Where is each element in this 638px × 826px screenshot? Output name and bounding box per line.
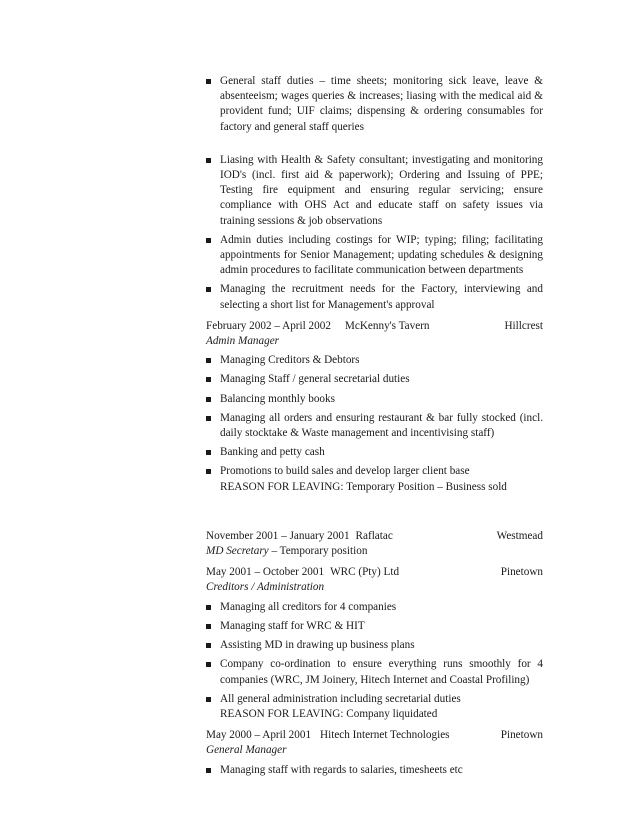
bullet-icon: [206, 605, 211, 610]
cv-content: [206, 74, 543, 778]
list-item: [206, 464, 543, 479]
bullet-icon: [206, 377, 211, 382]
item-text: Managing staff with regards to salaries, timesheets etc: [220, 763, 463, 776]
bullet-icon: [206, 416, 211, 421]
list-item: [206, 233, 543, 279]
item-text: Managing all orders and ensuring restaurant & bar fully stocked (incl. daily stocktake & Waste management and incentivising staff): [220, 411, 543, 440]
reason-for-leaving: REASON FOR LEAVING: Temporary Position – Business sold: [220, 480, 507, 493]
job-header: [206, 319, 543, 334]
job-dates: May 2001 – October 2001: [206, 566, 325, 579]
bullet-icon: [206, 397, 211, 402]
item-text: Managing Staff / general secretarial duties: [220, 373, 410, 386]
job-duties-list: [206, 763, 543, 778]
job-dates: May 2000 – April 2001: [206, 729, 312, 742]
job-dates: February 2002 – April 2002: [206, 319, 331, 332]
reason-for-leaving: REASON FOR LEAVING: Company liquidated: [220, 707, 438, 720]
list-item: [206, 600, 543, 615]
item-text: Managing all creditors for 4 companies: [220, 600, 397, 613]
bullet-icon: [206, 79, 211, 84]
list-item: [206, 282, 543, 312]
job-location: Hillcrest: [504, 319, 543, 332]
list-item: [206, 353, 543, 368]
job-role: [206, 334, 543, 349]
job-org: Hitech Internet Technologies: [320, 729, 450, 742]
job-role: [206, 544, 543, 559]
item-text: Promotions to build sales and develop larger client base: [220, 465, 470, 478]
job-role-title: MD Secretary: [206, 545, 269, 558]
duties-list: [206, 74, 543, 313]
item-text: All general administration including secretarial duties: [220, 692, 461, 705]
job-location: Pinetown: [500, 729, 543, 742]
item-text: Balancing monthly books: [220, 392, 335, 405]
job-role: [206, 580, 543, 595]
job-entry: [206, 728, 543, 778]
job-role-title: Admin Manager: [206, 335, 280, 348]
item-text: Admin duties including costings for WIP; typing; filing; facilitating appointments for Senior Management; updating schedules & designing admin procedures to facilitate communication between departments: [220, 233, 543, 277]
list-item: [206, 411, 543, 441]
list-item: [206, 445, 543, 460]
job-org: WRC (Pty) Ltd: [330, 566, 400, 579]
job-header: [206, 529, 543, 544]
job-duties-list: [206, 600, 543, 707]
item-text: Managing Creditors & Debtors: [220, 354, 360, 367]
bullet-icon: [206, 469, 211, 474]
bullet-icon: [206, 697, 211, 702]
job-role: [206, 743, 543, 758]
job-location: Westmead: [496, 529, 543, 542]
item-text: Liasing with Health & Safety consultant; investigating and monitoring IOD's (incl. first aid & paperwork); Ordering and Issuing of PPE; Testing fire equipment and ensuring regular servicing; ensure compliance with OHS Act and educate staff on safety issues via training sessions & job observations: [220, 153, 543, 227]
job-heading-left: [206, 319, 430, 334]
job-org: McKenny's Tavern: [344, 319, 430, 332]
item-text: Assisting MD in drawing up business plans: [220, 639, 415, 652]
job-heading-left: [206, 529, 393, 544]
bullet-icon: [206, 287, 211, 292]
job-entry: [206, 529, 543, 559]
list-item: [206, 638, 543, 653]
job-header: [206, 565, 543, 580]
job-org: Raflatac: [355, 529, 393, 542]
job-location: Pinetown: [500, 566, 543, 579]
job-role-extra: – Temporary position: [268, 545, 368, 558]
list-item: [206, 372, 543, 387]
bullet-icon: [206, 662, 211, 667]
list-item: [206, 74, 543, 135]
job-heading-left: [206, 728, 450, 743]
item-text: Company co-ordination to ensure everything runs smoothly for 4 companies (WRC, JM Joinery, Hitech Internet and Coastal Profiling): [220, 658, 543, 686]
list-item: [206, 392, 543, 407]
job-role-title: Creditors / Administration: [206, 581, 325, 594]
item-text: Banking and petty cash: [220, 446, 325, 459]
bullet-icon: [206, 624, 211, 629]
bullet-icon: [206, 768, 211, 773]
list-item: [206, 692, 543, 707]
bullet-icon: [206, 450, 211, 455]
list-item: [206, 657, 543, 687]
bullet-icon: [206, 643, 211, 648]
job-header: [206, 728, 543, 743]
job-dates: November 2001 – January 2001: [206, 529, 350, 542]
list-item: [206, 619, 543, 634]
item-text: General staff duties – time sheets; monitoring sick leave, leave & absenteeism; wages queries & increases; liasing with the medical aid & provident fund; UIF claims; dispensing & ordering consumables for factory and general staff queries: [220, 75, 543, 133]
job-heading-left: [206, 565, 399, 580]
item-text: Managing the recruitment needs for the Factory, interviewing and selecting a short list for Management's approval: [220, 283, 543, 311]
list-item: [206, 763, 543, 778]
job-entry: [206, 319, 543, 495]
bullet-icon: [206, 238, 211, 243]
bullet-icon: [206, 358, 211, 363]
job-entry: [206, 565, 543, 722]
item-text: Managing staff for WRC & HIT: [220, 619, 365, 632]
job-role-title: General Manager: [206, 744, 287, 757]
list-item: [206, 153, 543, 229]
bullet-icon: [206, 158, 211, 163]
job-duties-list: [206, 353, 543, 479]
